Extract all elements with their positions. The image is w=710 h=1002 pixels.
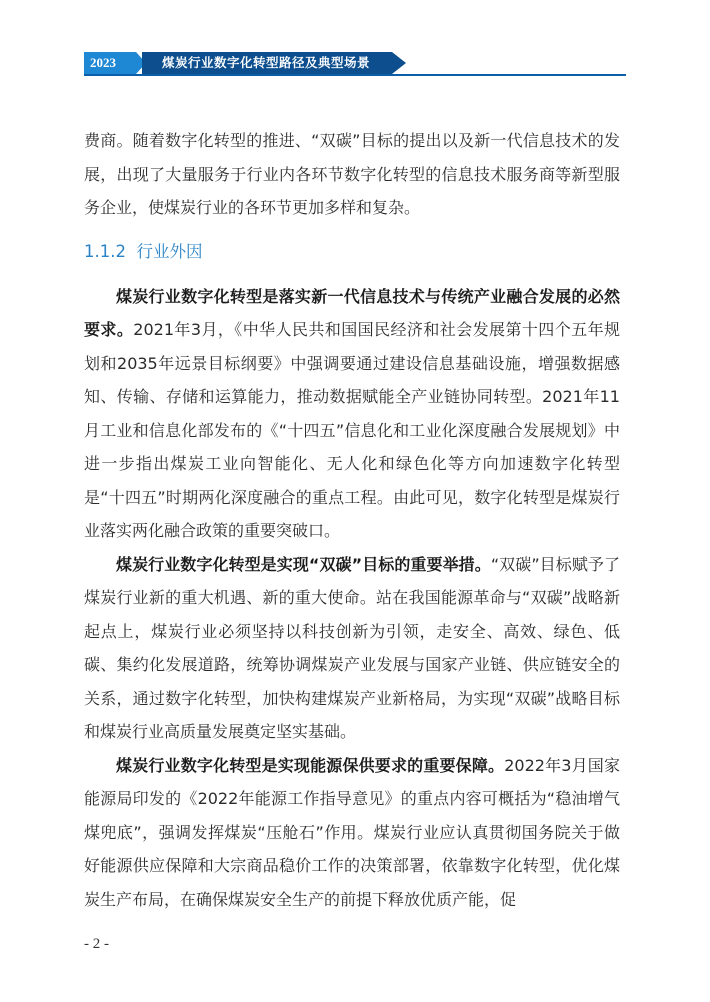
header-rule (84, 74, 626, 76)
paragraph-2 (84, 548, 620, 749)
paragraph-3 (84, 749, 620, 917)
paragraph-1-lead: 煤炭行业数字化转型是落实新一代信息技术与传统产业融合发展的必然要求。 (84, 286, 620, 339)
page-body (84, 124, 620, 916)
section-heading (84, 235, 620, 268)
paragraph-2-lead: 煤炭行业数字化转型是实现“双碳”目标的重要举措。 (116, 554, 491, 574)
paragraph-3-lead: 煤炭行业数字化转型是实现能源保供要求的重要保障。 (116, 755, 505, 775)
paragraph-2-text: “双碳”目标赋予了煤炭行业新的重大机遇、新的重大使命。站在我国能源革命与“双碳”战略新起点上，煤炭行业必须坚持以科技创新为引领，走安全、高效、绿色、低碳、集约化发展道路，统筹协调煤炭产业发展与国家产业链、供应链安全的关系，通过数字化转型，加快构建煤炭产业新格局，为实现“双碳”战略目标和煤炭行业高质量发展奠定坚实基础。 (84, 554, 620, 741)
paragraph-continuation: 费商。随着数字化转型的推进、“双碳”目标的提出以及新一代信息技术的发展，出现了大量服务于行业内各环节数字化转型的信息技术服务商等新型服务企业，使煤炭行业的各环节更加多样和复杂。 (84, 131, 620, 217)
section-title: 行业外因 (136, 241, 203, 261)
page-number: - 2 - (84, 936, 109, 952)
header-year: 2023 (84, 52, 136, 74)
paragraph-3-text: 2022年3月国家能源局印发的《2022年能源工作指导意见》的重点内容可概括为“稳油增气煤兜底”，强调发挥煤炭“压舱石”作用。煤炭行业应认真贯彻国务院关于做好能源供应保障和大宗商品稳价工作的决策部署，依靠数字化转型，优化煤炭生产布局，在确保煤炭安全生产的前提下释放优质产能，促 (84, 755, 620, 909)
section-number: 1.1.2 (84, 241, 126, 261)
header-title: 煤炭行业数字化转型路径及典型场景 (142, 52, 392, 74)
running-header (84, 52, 626, 76)
paragraph-1 (84, 280, 620, 548)
paragraph-1-text: 2021年3月，《中华人民共和国国民经济和社会发展第十四个五年规划和2035年远景目标纲要》中强调要通过建设信息基础设施，增强数据感知、传输、存储和运算能力，推动数据赋能全产业链协同转型。2021年11月工业和信息化部发布的《“十四五”信息化和工业化深度融合发展规划》中进一步指出煤炭工业向智能化、无人化和绿色化等方向加速数字化转型是“十四五”时期两化深度融合的重点工程。由此可见，数字化转型是煤炭行业落实两化融合政策的重要突破口。 (84, 320, 620, 540)
